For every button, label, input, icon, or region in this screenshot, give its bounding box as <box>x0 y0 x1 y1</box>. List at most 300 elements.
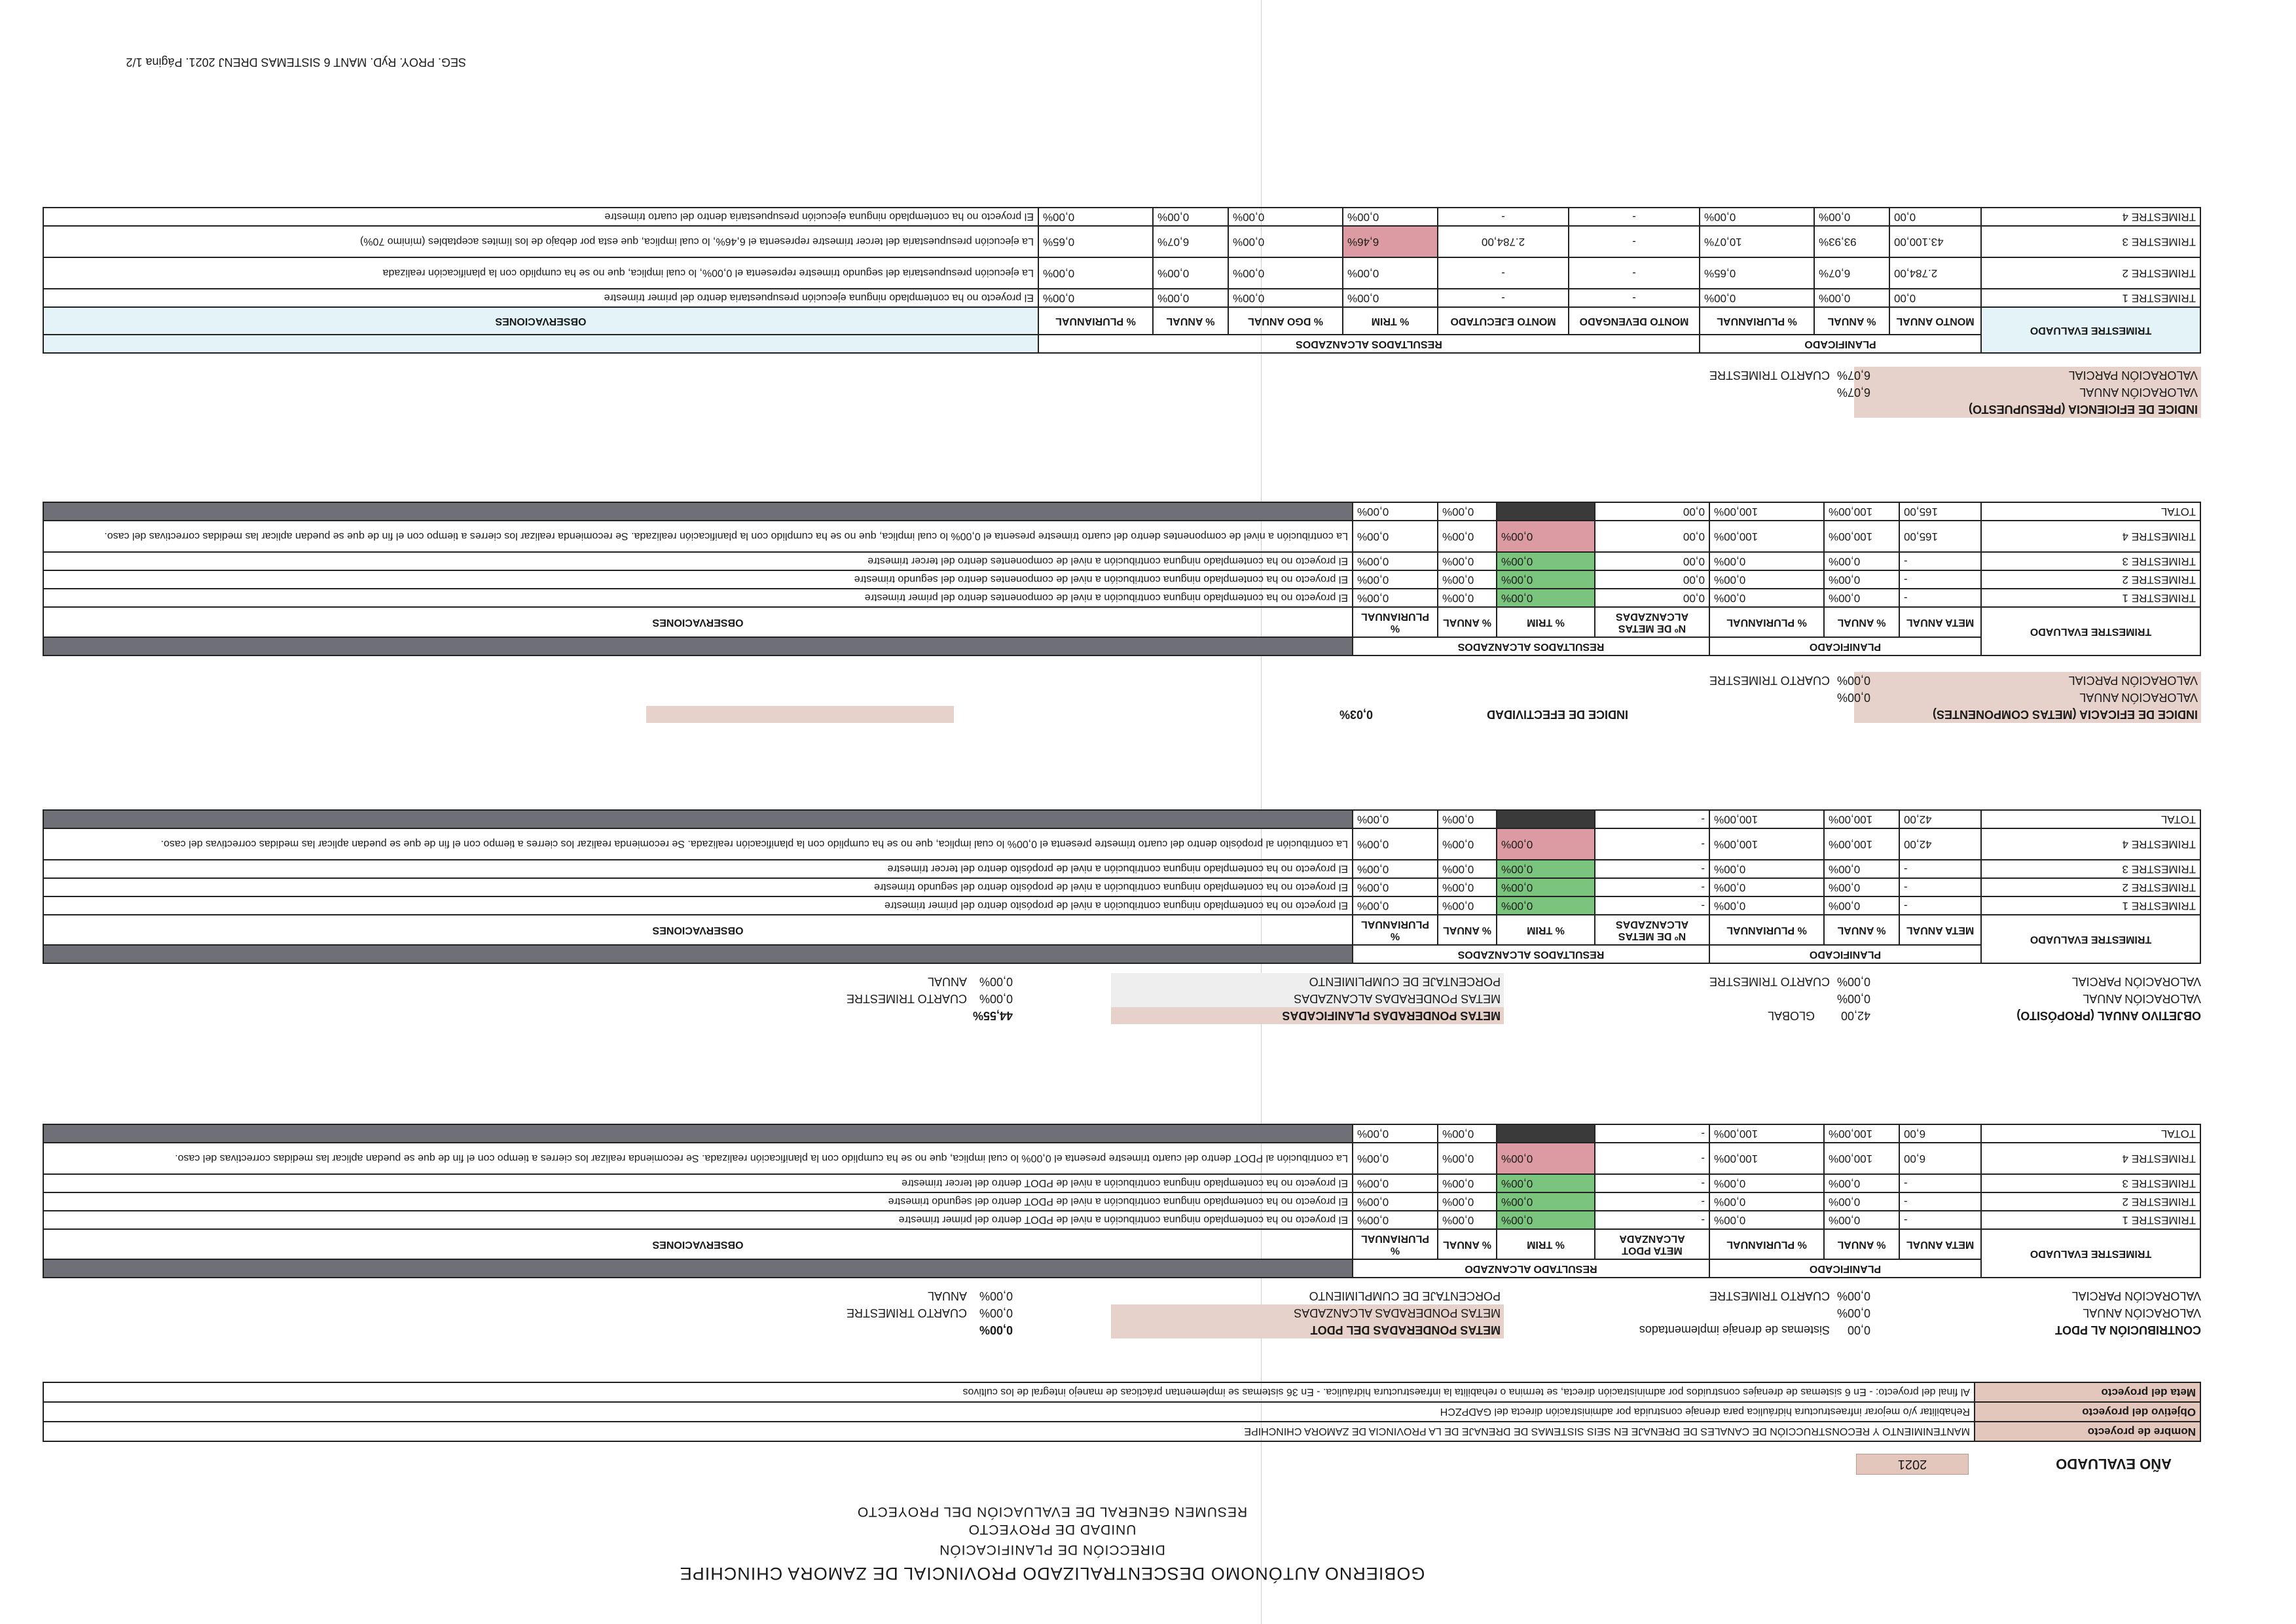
project-row-value: MANTENIMIENTO Y RECONSTRUCCIÓN DE CANALES DE DRENAJE EN SEIS SISTEMAS DE DRENAJE DE LA PROVINCIA DE ZAMORA CHINCHIPE <box>43 1422 1975 1441</box>
table-row <box>43 1211 2200 1229</box>
table-row <box>43 860 2200 878</box>
col-header: % TRIM <box>1497 607 1595 637</box>
cell-pct-anual: 100,00% <box>1824 1143 1899 1174</box>
cell-pct-anual: 0,00% <box>1824 878 1899 896</box>
col-header: % PLURIANUAL <box>1709 1229 1824 1259</box>
cell-observacion <box>43 502 1353 521</box>
cell-pct-plurianual: 0,00% <box>1709 1174 1824 1192</box>
cell-pct-plurianual: 0,00% <box>1709 896 1824 915</box>
cell-pct-dgo-anual: 0,00% <box>1228 208 1343 226</box>
table-subheader-row <box>43 307 2200 335</box>
pdot-metas-pond-value: 0,00% <box>979 1323 1013 1337</box>
cell-res-anual: 0,00% <box>1438 1211 1497 1229</box>
cell-observacion: El proyecto no ha contemplado ninguna contribución a nivel de PDOT dentro del segundo trimestre <box>43 1192 1353 1211</box>
comp-eficacia-label: INDICE DE EFICACIA (METAS COMPONENTES) <box>1932 708 2198 721</box>
col-header: % PLURIANUAL <box>1353 915 1438 945</box>
col-header: % ANUAL <box>1153 307 1228 335</box>
col-header: % ANUAL <box>1824 1229 1899 1259</box>
cell-res-anual: 0,00% <box>1438 570 1497 589</box>
cell-pct-anual: 0,00% <box>1824 1211 1899 1229</box>
cell-res-plurianual: 0,00% <box>1353 860 1438 878</box>
table-subheader-row <box>43 915 2200 945</box>
cell-pct-plurianual: 100,00% <box>1709 1124 1824 1143</box>
cell-pct-plurianual: 0,00% <box>1700 289 1814 307</box>
cell-pct-plurianual: 0,00% <box>1709 878 1824 896</box>
row-trimestre: TRIMESTRE 4 <box>1981 828 2200 860</box>
cell-observacion: La contribución a nivel de componentes dentro del cuarto trimestre presenta el 0,00% lo cual implica, que no se ha cumplido con la planificación realizada. Se recomienda realizar los cierres a tiempo con el fin de que se puedan aplicar las medidas correctivas del caso. <box>43 521 1353 552</box>
cell-meta-anual: - <box>1899 1211 1981 1229</box>
col-header: % DGO ANUAL <box>1228 307 1343 335</box>
col-planificado: PLANIFICADO <box>1709 1259 1981 1278</box>
row-trimestre: TRIMESTRE 3 <box>1981 860 2200 878</box>
cell-pct-plurianual: 0,00% <box>1709 570 1824 589</box>
cell-observacion: El proyecto no ha contemplado ninguna contribución a nivel de componentes dentro del segundo trimestre <box>43 570 1353 589</box>
cell-res-anual: 0,00% <box>1438 589 1497 607</box>
pdot-contrib-label: CONTRIBUCIÓN AL PDOT <box>2055 1323 2201 1337</box>
cell-res-plurianual: 0,00% <box>1353 552 1438 570</box>
cell-res-plurianual: 0,65% <box>1038 226 1153 257</box>
cell-res-plurianual: 0,00% <box>1353 521 1438 552</box>
pdot-metas-alc-value: 0,00% <box>979 1306 1013 1320</box>
cell-res-plurianual: 0,00% <box>1353 1211 1438 1229</box>
prop-vp-value: 0,00% <box>1836 975 1870 988</box>
cell-pct-plurianual: 100,00% <box>1709 502 1824 521</box>
col-resultados: RESULTADOS ALCANZADOS <box>1038 335 1700 353</box>
col-header: % ANUAL <box>1814 307 1889 335</box>
table-row <box>43 1124 2200 1143</box>
table-row <box>43 896 2200 915</box>
cell-alcanzada: 0,00 <box>1595 521 1709 552</box>
pdot-vp-label: VALORACIÓN PARCIAL <box>2071 1289 2201 1302</box>
cell-res-plurianual: 0,00% <box>1353 810 1438 828</box>
cell-pct-plurianual: 100,00% <box>1709 1143 1824 1174</box>
cell-pct-anual: 0,00% <box>1814 289 1889 307</box>
cell-meta-anual: - <box>1899 1174 1981 1192</box>
cell-pct-plurianual: 100,00% <box>1709 828 1824 860</box>
project-row-value: Al final del proyecto: - En 6 sistemas de drenajes construidos por administración directa, se termina o rehabilita la infraestructura hidráulica. - En 36 sistemas se implementan prácticas de manejo integral de los cultivos <box>43 1382 1975 1402</box>
col-header: % PLURIANUAL <box>1038 307 1153 335</box>
row-trimestre: TRIMESTRE 4 <box>1981 521 2200 552</box>
table-header-row <box>43 335 2200 353</box>
cell-observacion: El proyecto no ha contemplado ninguna contribución a nivel de propósito dentro del tercer trimestre <box>43 860 1353 878</box>
cell-pct-trim: 0,00% <box>1497 570 1595 589</box>
cell-res-plurianual: 0,00% <box>1038 289 1153 307</box>
cell-observacion <box>43 1124 1353 1143</box>
cell-meta-anual: - <box>1899 570 1981 589</box>
cell-observacion: La contribución al PDOT dentro del cuarto trimestre presenta el 0,00% lo cual implica, que no se ha cumplido con la planificación realizada. Se recomienda realizar los cierres a tiempo con el fin de que se puedan aplicar las medidas correctivas del caso. <box>43 1143 1353 1174</box>
cell-pct-trim <box>1497 1124 1595 1143</box>
cell-res-anual: 0,00% <box>1438 810 1497 828</box>
col-header: % PLURIANUAL <box>1700 307 1814 335</box>
table-row <box>43 589 2200 607</box>
prop-metas-alc-text: CUARTO TRIMESTRE <box>846 992 967 1005</box>
cell-meta-anual: 165,00 <box>1899 521 1981 552</box>
col-header: % PLURIANUAL <box>1353 1229 1438 1259</box>
header-blank <box>43 335 1038 353</box>
cell-pct-anual: 0,00% <box>1824 896 1899 915</box>
cell-pct-anual: 0,00% <box>1824 589 1899 607</box>
pdot-metas-alc-text: CUARTO TRIMESTRE <box>846 1306 967 1320</box>
row-trimestre: TRIMESTRE 2 <box>1981 570 2200 589</box>
cell-res-plurianual: 0,00% <box>1353 1174 1438 1192</box>
cell-pct-trim: 0,00% <box>1497 896 1595 915</box>
col-header: % TRIM <box>1343 307 1438 335</box>
comp-va-label: VALORACIÓN ANUAL <box>2079 691 2198 704</box>
year-label: AÑO EVALUADO <box>2056 1456 2172 1472</box>
cell-res-plurianual: 0,00% <box>1353 502 1438 521</box>
cell-res-plurianual: 0,00% <box>1353 1124 1438 1143</box>
cell-res-plurianual: 0,00% <box>1353 896 1438 915</box>
row-trimestre: TRIMESTRE 1 <box>1981 896 2200 915</box>
table-row <box>43 289 2200 307</box>
pres-vp-text: CUARTO TRIMESTRE <box>1709 369 1830 382</box>
cell-res-anual: 0,00% <box>1438 502 1497 521</box>
pdot-contrib-num: 0,00 <box>1847 1323 1870 1337</box>
prop-obj-label: OBJETIVO ANUAL (PROPÓSITO) <box>2016 1009 2201 1022</box>
cell-meta-anual: 6,00 <box>1899 1124 1981 1143</box>
table-row <box>43 810 2200 828</box>
cell-pct-trim <box>1497 810 1595 828</box>
unit-title: UNIDAD DE PROYECTO <box>968 1522 1137 1537</box>
cell-observacion: El proyecto no ha contemplado ninguna contribución a nivel de PDOT dentro del tercer trimestre <box>43 1174 1353 1192</box>
cell-alcanzada: - <box>1595 878 1709 896</box>
header-dark-band <box>43 637 1353 655</box>
table-row <box>43 1143 2200 1174</box>
comp-vp-value: 0,00% <box>1836 674 1870 687</box>
cell-monto-devengado: - <box>1569 226 1700 257</box>
cell-observacion: El proyecto no ha contemplado ninguna contribución a nivel de propósito dentro del primer trimestre <box>43 896 1353 915</box>
cell-observacion: La ejecución presupuestaria del tercer trimestre representa el 6,46%, lo cual implica, que esta por debajo de los límites aceptables (mínimo 70%) <box>43 226 1038 257</box>
col-header: % PLURIANUAL <box>1709 607 1824 637</box>
cell-alcanzada: - <box>1595 1174 1709 1192</box>
cell-meta-anual: - <box>1899 589 1981 607</box>
cell-pct-anual: 100,00% <box>1824 1124 1899 1143</box>
col-resultados: RESULTADO ALCANZADO <box>1353 1259 1709 1278</box>
project-row <box>43 1402 2200 1422</box>
pres-vp-value: 6,07% <box>1836 369 1870 382</box>
row-trimestre: TRIMESTRE 4 <box>1981 1143 2200 1174</box>
row-trimestre: TRIMESTRE 4 <box>1981 208 2200 226</box>
comp-efect-label: INDICE DE EFECTIVIDAD <box>1486 708 1628 721</box>
cell-res-plurianual: 0,00% <box>1353 1192 1438 1211</box>
cell-monto-anual: 43.100,00 <box>1889 226 1981 257</box>
cell-alcanzada: - <box>1595 810 1709 828</box>
cell-res-anual: 0,00% <box>1438 552 1497 570</box>
header-dark-band <box>43 1259 1353 1278</box>
cell-pct-anual: 100,00% <box>1824 521 1899 552</box>
direction-title: DIRECCIÓN DE PLANIFICACIÓN <box>939 1542 1165 1557</box>
cell-pct-trim: 0,00% <box>1497 1143 1595 1174</box>
comp-vp-text: CUARTO TRIMESTRE <box>1709 674 1830 687</box>
cell-monto-ejecutado: - <box>1438 208 1569 226</box>
table-row <box>43 1192 2200 1211</box>
table-row <box>43 552 2200 570</box>
col-header: % ANUAL <box>1438 1229 1497 1259</box>
cell-observacion <box>43 810 1353 828</box>
cell-res-anual: 0,00% <box>1438 1143 1497 1174</box>
project-row-label: Objetivo del proyecto <box>1975 1402 2200 1422</box>
table-subheader-row <box>43 1229 2200 1259</box>
pdot-porc-label: PORCENTAJE DE CUMPLIMIENTO <box>1309 1289 1501 1302</box>
comp-vp-label: VALORACIÓN PARCIAL <box>2068 674 2198 687</box>
cell-res-plurianual: 0,00% <box>1353 1143 1438 1174</box>
org-title: GOBIERNO AUTÓNOMO DESCENTRALIZADO PROVINCIAL DE ZAMORA CHINCHIPE <box>679 1564 1425 1583</box>
col-resultados: RESULTADOS ALCANZADOS <box>1353 945 1709 963</box>
row-trimestre: TRIMESTRE 1 <box>1981 1211 2200 1229</box>
cell-meta-anual: - <box>1899 860 1981 878</box>
cell-pct-anual: 0,00% <box>1824 1192 1899 1211</box>
cell-observacion: El proyecto no ha contemplado ninguna contribución a nivel de propósito dentro del segundo trimestre <box>43 878 1353 896</box>
cell-monto-anual: 0,00 <box>1889 289 1981 307</box>
prop-metas-alc-value: 0,00% <box>979 992 1013 1005</box>
row-trimestre: TOTAL <box>1981 502 2200 521</box>
col-header: MONTO DEVENGADO <box>1569 307 1700 335</box>
cell-alcanzada: 0,00 <box>1595 570 1709 589</box>
col-resultados: RESULTADOS ALCANZADOS <box>1353 637 1709 655</box>
cell-res-anual: 0,00% <box>1438 878 1497 896</box>
cell-alcanzada: - <box>1595 1124 1709 1143</box>
cell-observacion: El proyecto no ha contemplado ninguna contribución a nivel de componentes dentro del primer trimestre <box>43 589 1353 607</box>
cell-monto-anual: 0,00 <box>1889 208 1981 226</box>
page-footer: SEG. PROY. RyD. MANT 6 SISTEMAS DRENJ 2021. Página 1/2 <box>126 56 466 69</box>
col-header: META ANUAL <box>1899 607 1981 637</box>
col-header: META ANUAL <box>1899 1229 1981 1259</box>
cell-pct-trim: 0,00% <box>1343 289 1438 307</box>
cell-monto-ejecutado: - <box>1438 257 1569 289</box>
cell-pct-plurianual: 0,00% <box>1709 1192 1824 1211</box>
cell-observacion: El proyecto no ha contemplado ninguna ejecución presupuestaria dentro del cuarto trimestre <box>43 208 1038 226</box>
cell-pct-trim: 0,00% <box>1497 878 1595 896</box>
cell-pct-plurianual: 0,00% <box>1709 860 1824 878</box>
cell-res-plurianual: 0,00% <box>1038 257 1153 289</box>
row-trimestre: TRIMESTRE 1 <box>1981 589 2200 607</box>
cell-observacion: El proyecto no ha contemplado ninguna contribución a nivel de componentes dentro del tercer trimestre <box>43 552 1353 570</box>
table-row <box>43 570 2200 589</box>
row-trimestre: TRIMESTRE 3 <box>1981 226 2200 257</box>
cell-res-anual: 6,07% <box>1153 226 1228 257</box>
cell-alcanzada: - <box>1595 1192 1709 1211</box>
cell-res-anual: 0,00% <box>1153 208 1228 226</box>
table-row <box>43 1174 2200 1192</box>
cell-res-plurianual: 0,00% <box>1353 589 1438 607</box>
table-row <box>43 257 2200 289</box>
row-trimestre: TRIMESTRE 2 <box>1981 257 2200 289</box>
col-observaciones: OBSERVACIONES <box>43 915 1353 945</box>
col-header: META ANUAL <box>1899 915 1981 945</box>
cell-pct-trim <box>1497 502 1595 521</box>
table-row <box>43 502 2200 521</box>
row-trimestre: TRIMESTRE 2 <box>1981 878 2200 896</box>
prop-va-value: 0,00% <box>1836 992 1870 1005</box>
col-header: % TRIM <box>1497 1229 1595 1259</box>
cell-res-anual: 0,00% <box>1438 828 1497 860</box>
pdot-vp-text: CUARTO TRIMESTRE <box>1709 1289 1830 1302</box>
cell-pct-anual: 0,00% <box>1824 552 1899 570</box>
comp-efect-shade <box>646 706 954 723</box>
col-planificado: PLANIFICADO <box>1709 637 1981 655</box>
prop-obj-text: GLOBAL <box>1767 1009 1815 1022</box>
col-header: Nº DE METAS ALCANZADAS <box>1595 607 1709 637</box>
pdot-porc-value: 0,00% <box>979 1289 1013 1302</box>
prop-vp-text: CUARTO TRIMESTRE <box>1709 975 1830 988</box>
cell-pct-plurianual: 0,65% <box>1700 257 1814 289</box>
cell-pct-plurianual: 0,00% <box>1709 589 1824 607</box>
comp-efect-value: 0,03% <box>1339 708 1373 721</box>
table-subheader-row <box>43 607 2200 637</box>
cell-res-plurianual: 0,00% <box>1038 208 1153 226</box>
pdot-vp-value: 0,00% <box>1836 1289 1870 1302</box>
cell-meta-anual: - <box>1899 878 1981 896</box>
col-header: % TRIM <box>1497 915 1595 945</box>
col-header: % PLURIANUAL <box>1709 915 1824 945</box>
cell-meta-anual: - <box>1899 1192 1981 1211</box>
cell-alcanzada: 0,00 <box>1595 589 1709 607</box>
col-header: % PLURIANUAL <box>1353 607 1438 637</box>
cell-pct-dgo-anual: 0,00% <box>1228 257 1343 289</box>
cell-meta-anual: 42,00 <box>1899 810 1981 828</box>
row-trimestre: TRIMESTRE 2 <box>1981 1192 2200 1211</box>
col-trimestre: TRIMESTRE EVALUADO <box>1981 607 2200 655</box>
table-row <box>43 208 2200 226</box>
prop-va-label: VALORACIÓN ANUAL <box>2083 992 2201 1005</box>
prop-metas-alc-label: METAS PONDERADAS ALCANZADAS <box>1294 992 1501 1005</box>
cell-res-anual: 0,00% <box>1438 521 1497 552</box>
cell-observacion: El proyecto no ha contemplado ninguna ejecución presupuestaria dentro del primer trimestre <box>43 289 1038 307</box>
row-trimestre: TRIMESTRE 1 <box>1981 289 2200 307</box>
cell-observacion: El proyecto no ha contemplado ninguna contribución a nivel de PDOT dentro del primer trimestre <box>43 1211 1353 1229</box>
project-row-label: Meta del proyecto <box>1975 1382 2200 1402</box>
cell-pct-anual: 6,07% <box>1814 257 1889 289</box>
pdot-metas-alc-label: METAS PONDERADAS ALCANZADAS <box>1294 1306 1501 1320</box>
col-observaciones: OBSERVACIONES <box>43 607 1353 637</box>
row-trimestre: TOTAL <box>1981 810 2200 828</box>
col-planificado: PLANIFICADO <box>1709 945 1981 963</box>
cell-monto-anual: 2.784,00 <box>1889 257 1981 289</box>
cell-meta-anual: 165,00 <box>1899 502 1981 521</box>
cell-pct-trim: 6,46% <box>1343 226 1438 257</box>
col-trimestre: TRIMESTRE EVALUADO <box>1981 915 2200 963</box>
prop-obj-num: 42,00 <box>1840 1009 1870 1022</box>
pdot-porc-text: ANUAL <box>927 1289 967 1302</box>
pdot-metas-pond-label: METAS PONDERADAS DEL PDOT <box>1310 1323 1501 1337</box>
proposito-table <box>43 809 2201 964</box>
cell-pct-trim: 0,00% <box>1343 257 1438 289</box>
cell-pct-trim: 0,00% <box>1497 521 1595 552</box>
cell-res-anual: 0,00% <box>1438 1174 1497 1192</box>
cell-pct-dgo-anual: 0,00% <box>1228 289 1343 307</box>
pdot-va-value: 0,00% <box>1836 1306 1870 1320</box>
cell-pct-plurianual: 0,00% <box>1709 552 1824 570</box>
cell-res-anual: 0,00% <box>1153 289 1228 307</box>
prop-porc-text: ANUAL <box>927 975 967 988</box>
prop-metas-pond-value: 44,55% <box>972 1009 1013 1022</box>
cell-pct-trim: 0,00% <box>1497 1192 1595 1211</box>
pres-eficiencia-label: INDICE DE EFICIENCIA (PRESUPUESTO) <box>1968 403 2198 416</box>
cell-pct-plurianual: 0,00% <box>1709 1211 1824 1229</box>
cell-meta-anual: - <box>1899 552 1981 570</box>
componentes-table <box>43 502 2201 656</box>
pres-va-label: VALORACIÓN ANUAL <box>2079 386 2198 399</box>
cell-alcanzada: - <box>1595 860 1709 878</box>
cell-pct-anual: 0,00% <box>1814 208 1889 226</box>
row-trimestre: TRIMESTRE 3 <box>1981 552 2200 570</box>
cell-res-anual: 0,00% <box>1153 257 1228 289</box>
cell-monto-ejecutado: 2.784,00 <box>1438 226 1569 257</box>
col-trimestre: TRIMESTRE EVALUADO <box>1981 307 2200 353</box>
cell-observacion: La contribución al propósito dentro del cuarto trimestre presenta el 0,00% lo cual implica, que no se ha cumplido con la planificación realizada. Se recomienda realizar los cierres a tiempo con el fin de que se puedan aplicar las medidas correctivas del caso. <box>43 828 1353 860</box>
prop-vp-label: VALORACIÓN PARCIAL <box>2071 975 2201 988</box>
cell-pct-trim: 0,00% <box>1497 1211 1595 1229</box>
row-trimestre: TRIMESTRE 3 <box>1981 1174 2200 1192</box>
project-info-table <box>43 1382 2201 1442</box>
table-header-row <box>43 945 2200 963</box>
cell-res-plurianual: 0,00% <box>1353 878 1438 896</box>
table-row <box>43 828 2200 860</box>
col-header: % ANUAL <box>1438 607 1497 637</box>
col-observaciones: OBSERVACIONES <box>43 1229 1353 1259</box>
report-title: RESUMEN GENERAL DE EVALUACIÓN DEL PROYECTO <box>856 1504 1248 1519</box>
project-row-label: Nombre de proyecto <box>1975 1422 2200 1441</box>
col-header: MONTO EJECUTADO <box>1438 307 1569 335</box>
cell-alcanzada: - <box>1595 828 1709 860</box>
pdot-va-label: VALORACIÓN ANUAL <box>2083 1306 2201 1320</box>
cell-pct-trim: 0,00% <box>1497 552 1595 570</box>
cell-res-anual: 0,00% <box>1438 896 1497 915</box>
year-value: 2021 <box>1856 1454 1969 1475</box>
cell-pct-trim: 0,00% <box>1497 589 1595 607</box>
prop-metas-pond-label: METAS PONDERADAS PLANIFICADAS <box>1282 1009 1501 1022</box>
cell-res-anual: 0,00% <box>1438 860 1497 878</box>
col-observaciones: OBSERVACIONES <box>43 307 1038 335</box>
cell-pct-plurianual: 100,00% <box>1709 521 1824 552</box>
cell-pct-trim: 0,00% <box>1497 828 1595 860</box>
cell-pct-anual: 0,00% <box>1824 1174 1899 1192</box>
cell-pct-dgo-anual: 0,00% <box>1228 226 1343 257</box>
cell-alcanzada: 0,00 <box>1595 502 1709 521</box>
col-planificado: PLANIFICADO <box>1700 335 1981 353</box>
cell-alcanzada: - <box>1595 1143 1709 1174</box>
cell-monto-ejecutado: - <box>1438 289 1569 307</box>
pres-vp-label: VALORACIÓN PARCIAL <box>2068 369 2198 382</box>
cell-pct-trim: 0,00% <box>1343 208 1438 226</box>
cell-observacion: La ejecución presupuestaria del segundo trimestre representa el 0,00%, lo cual implica, que no se ha cumplido con la planificación realizada <box>43 257 1038 289</box>
col-header: MONTO ANUAL <box>1889 307 1981 335</box>
cell-pct-anual: 0,00% <box>1824 570 1899 589</box>
col-header: % ANUAL <box>1824 915 1899 945</box>
cell-pct-plurianual: 10,07% <box>1700 226 1814 257</box>
prop-porc-value: 0,00% <box>979 975 1013 988</box>
cell-pct-trim: 0,00% <box>1497 860 1595 878</box>
project-row-value: Rehabilitar y/o mejorar infraestructura hidráulica para drenaje construida por administración directa del GADPZCH <box>43 1402 1975 1422</box>
cell-pct-anual: 100,00% <box>1824 828 1899 860</box>
cell-meta-anual: - <box>1899 896 1981 915</box>
cell-pct-plurianual: 0,00% <box>1700 208 1814 226</box>
row-trimestre: TOTAL <box>1981 1124 2200 1143</box>
table-header-row <box>43 1259 2200 1278</box>
presupuesto-table <box>43 207 2201 354</box>
table-header-row <box>43 637 2200 655</box>
pdot-contrib-text: Sistemas de drenaje implementados <box>1639 1323 1830 1337</box>
col-header: Nº DE METAS ALCANZADAS <box>1595 915 1709 945</box>
cell-monto-devengado: - <box>1569 208 1700 226</box>
project-row <box>43 1422 2200 1441</box>
col-header: % ANUAL <box>1824 607 1899 637</box>
pres-va-value: 6,07% <box>1836 386 1870 399</box>
cell-alcanzada: - <box>1595 896 1709 915</box>
col-header: % ANUAL <box>1438 915 1497 945</box>
project-row <box>43 1382 2200 1402</box>
cell-pct-trim: 0,00% <box>1497 1174 1595 1192</box>
